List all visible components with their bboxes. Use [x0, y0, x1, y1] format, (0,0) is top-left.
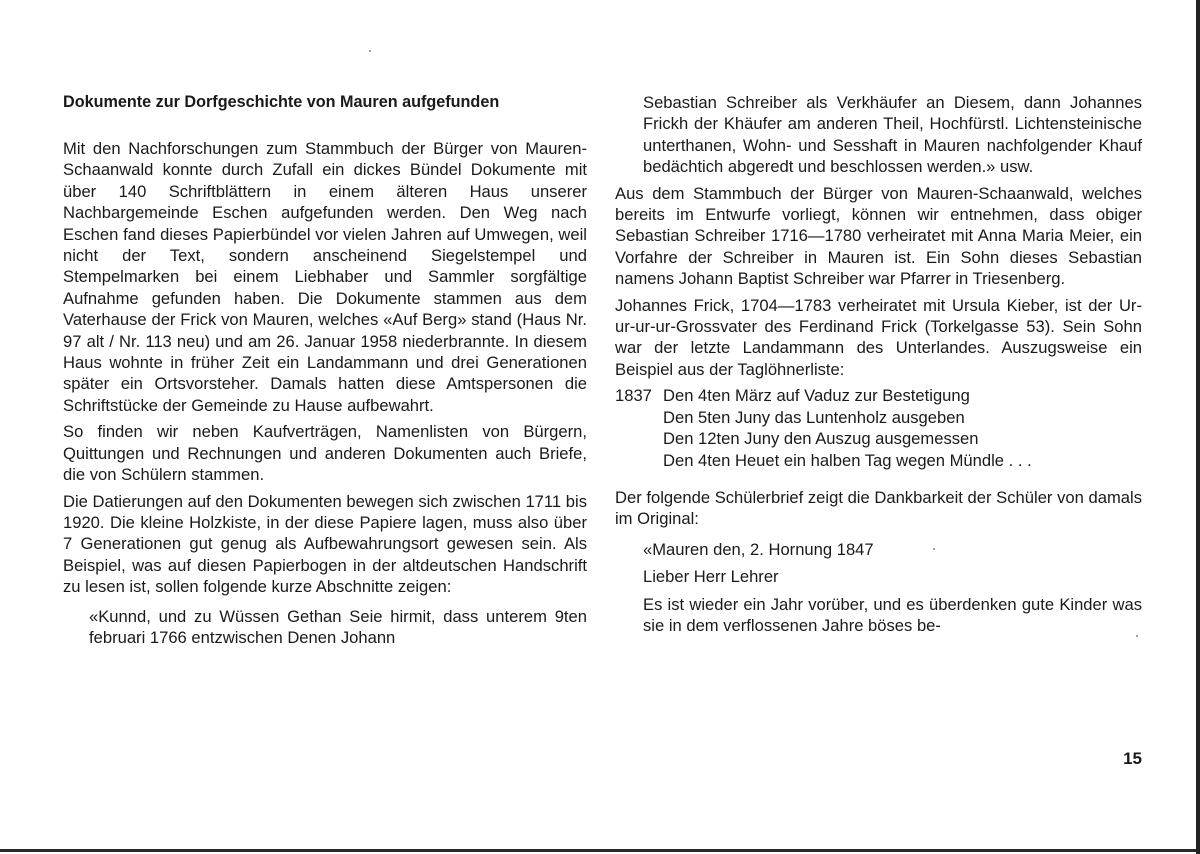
- letter-text: Es ist wieder ein Jahr vorüber, und es überdenken gute Kinder was sie in dem verflossenen Jahre böses be-: [643, 594, 1142, 635]
- scan-speck: [933, 548, 935, 550]
- tagloehner-entry: Den 4ten März auf Vaduz zur Bestetigung: [663, 386, 970, 406]
- left-column: [63, 92, 587, 653]
- paragraph-intro: Mit den Nachforschungen zum Stammbuch der Bürger von Mauren-Schaanwald konnte durch Zufall ein dickes Bündel Dokumente mit über 140 Schriftblättern in einem älteren Haus unserer Nachbargemeinde Eschen aufgefunden werden. Den Weg nach Eschen fand dieses Papierbündel vor vielen Jahren auf Umwegen, weil nicht der Text, sondern anscheinend Siegelstempel und Stempelmarken bei einem Liebhaber und Sammler sorgfältige Aufnahme gefunden haben. Die Dokumente stammen aus dem Vaterhause der Frick von Mauren, welches «Auf Berg» stand (Haus Nr. 97 alt / Nr. 113 neu) und am 26. Januar 1958 niederbrannte. In diesem Haus wohnte in früher Zeit ein Landammann und drei Generationen später ein Ortsvorsteher. Damals hatten diese Amtspersonen die Schriftstücke der Gemeinde zu Hause aufbewahrt.: [63, 139, 587, 415]
- paragraph-johannes-frick: Johannes Frick, 1704—1783 verheiratet mit Ursula Kieber, ist der Ur-ur-ur-ur-Grossvater des Ferdinand Frick (Torkelgasse 53). Sein Sohn war der letzte Landammann des Unterlandes. Auszugsweise ein Beispiel aus der Taglöhnerliste:: [615, 295, 1142, 379]
- paragraph-dating: Die Datierungen auf den Dokumenten bewegen sich zwischen 1711 bis 1920. Die kleine Holzkiste, in der diese Papiere lagen, muss also über 7 Generationen gut genug als Aufbewahrungsort gewesen sein. Als Beispiel, was auf diesen Papierbogen in der altdeutschen Handschrift zu lesen ist, sollen folgende kurze Abschnitte zeigen:: [63, 491, 587, 597]
- tagloehner-list: [615, 385, 1142, 471]
- page-bottom-rule: [0, 849, 1200, 852]
- paragraph-schuelerbrief: Der folgende Schülerbrief zeigt die Dankbarkeit der Schüler von damals im Original:: [615, 487, 1142, 529]
- scan-speck: [1136, 635, 1138, 637]
- letter-date: «Mauren den, 2. Hornung 1847: [643, 539, 874, 559]
- letter-salutation: Lieber Herr Lehrer: [643, 567, 779, 587]
- tagloehner-year: 1837: [615, 386, 652, 406]
- tagloehner-entry: Den 12ten Juny den Auszug ausgemessen: [663, 429, 979, 449]
- page-edge-border: [1196, 0, 1200, 854]
- right-column: [615, 92, 1142, 641]
- tagloehner-entry: Den 4ten Heuet ein halben Tag wegen Mündle . . .: [663, 450, 1032, 470]
- scan-speck: [369, 50, 371, 52]
- paragraph-stammbuch: Aus dem Stammbuch der Bürger von Mauren-Schaanwald, welches bereits im Entwurfe vorliegt, können wir entnehmen, dass obiger Sebastian Schreiber 1716—1780 verheiratet mit Anna Maria Meier, ein Vorfahre der Schreiber in Mauren ist. Ein Sohn dieses Sebastian namens Johann Baptist Schreiber war Pfarrer in Triesenberg.: [615, 183, 1142, 289]
- quote-kaufbrief-continued: Sebastian Schreiber als Verkhäufer an Diesem, dann Johannes Frickh der Khäufer am anderen Theil, Hochfürstl. Lichtensteinische unterthanen, Wohn- und Sesshaft in Mauren nachfolgender Khauf bedächtich abgeredt und beschlossen werden.» usw.: [643, 93, 1142, 177]
- paragraph-findings: So finden wir neben Kaufverträgen, Namenlisten von Bürgern, Quittungen und Rechnungen und anderen Dokumenten auch Briefe, die von Schülern stammen.: [63, 422, 587, 485]
- tagloehner-entry: Den 5ten Juny das Luntenholz ausgeben: [663, 407, 965, 427]
- quote-kaufbrief-start: «Kunnd, und zu Wüssen Gethan Seie hirmit, dass unterem 9ten februari 1766 entzwischen Denen Johann: [89, 606, 587, 647]
- page-number: 15: [1123, 749, 1142, 768]
- article-title: Dokumente zur Dorfgeschichte von Mauren aufgefunden: [63, 93, 500, 111]
